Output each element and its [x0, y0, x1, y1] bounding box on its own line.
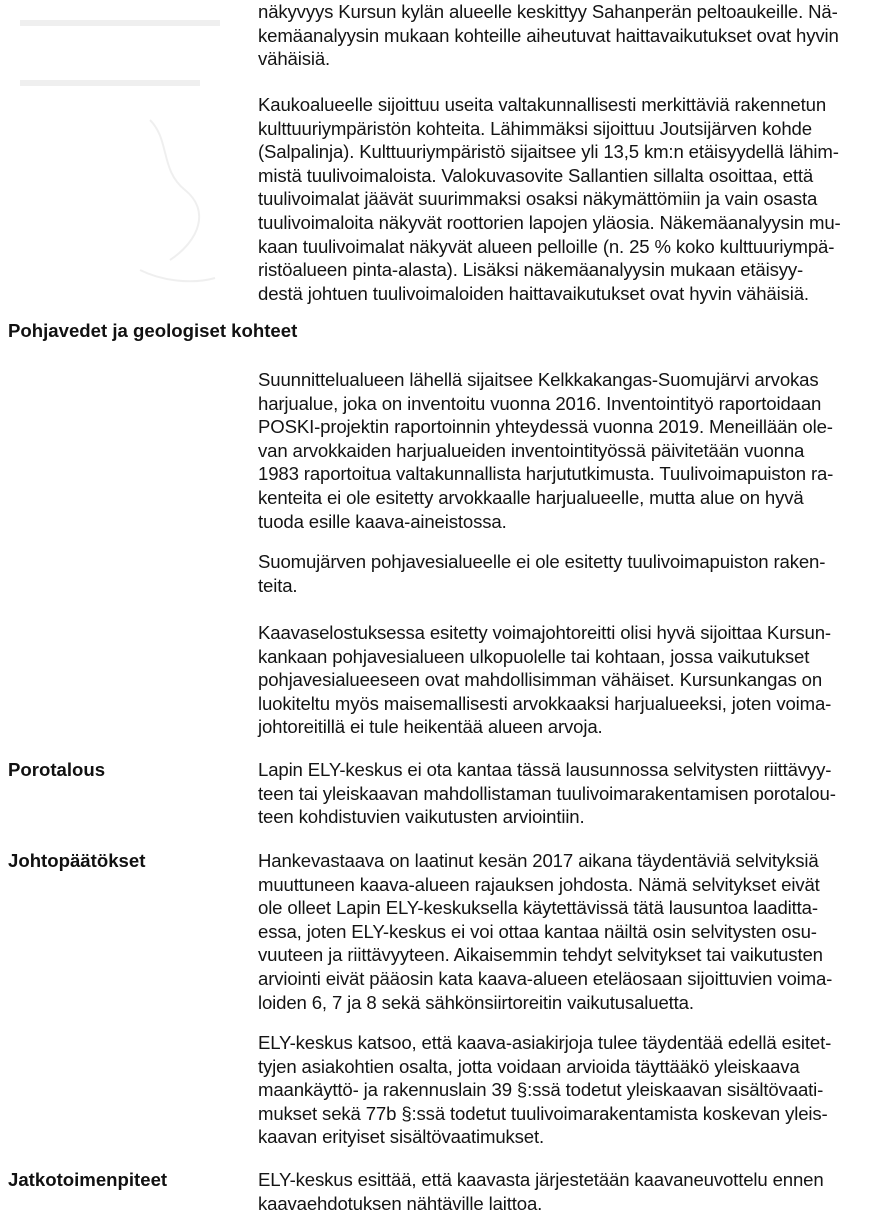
text-line: kaan tuulivoimalat näkyvät alueen pelloille (n. 25 % koko kulttuuriympä-: [258, 235, 835, 257]
section-heading-porotalous: Porotalous: [8, 759, 106, 780]
text-line: teen kohdistuvien vaikutusten arviointiin.: [258, 806, 585, 828]
bleed-through-background: [0, 0, 230, 320]
text-line: kulttuuriympäristön kohteita. Lähimmäksi sijoittuu Joutsijärven kohde: [258, 117, 812, 139]
text-line: näkyvyys Kursun kylän alueelle keskittyy Sahanperän peltoaukeille. Nä-: [258, 1, 838, 22]
text-line: kenteita ei ole esitetty arvokkaalle harjualueelle, mutta alue on hyvä: [258, 486, 804, 508]
text-line: tyjen asiakohtien osalta, jotta voidaan arvioida täyttääkö yleiskaava: [258, 1055, 800, 1077]
section-heading-jatkotoimenpiteet: Jatkotoimenpiteet: [8, 1169, 168, 1190]
text-line: kankaan pohjavesialueen ulkopuolelle tai kohtaan, jossa vaikutukset: [258, 645, 810, 667]
text-line: vuuteen ja riittävyyteen. Aikaisemmin tehdyt selvitykset tai vaikutusten: [258, 944, 823, 966]
body-paragraph: [258, 93, 878, 305]
text-line: (Salpalinja). Kulttuuriympäristö sijaitsee yli 13,5 km:n etäisyydellä lähim-: [258, 141, 839, 163]
text-line: teen tai yleiskaavan mahdollistaman tuulivoimarakentamisen porotalou-: [258, 782, 836, 804]
body-paragraph: [258, 0, 878, 71]
text-line: harjualue, joka on inventoitu vuonna 2016. Inventointityö raportoidaan: [258, 392, 822, 414]
text-line: ole olleet Lapin ELY-keskuksella käytettävissä tätä lausuntoa laaditta-: [258, 897, 818, 919]
text-line: ristöalueen pinta-alasta). Lisäksi näkemäanalyysin mukaan etäisyy-: [258, 259, 804, 281]
body-paragraph: [258, 849, 878, 1014]
text-line: POSKI-projektin raportoinnin yhteydessä vuonna 2019. Meneillään ole-: [258, 416, 833, 438]
text-line: luokiteltu myös maisemallisesti arvokkaaksi harjualueeksi, joten voima-: [258, 692, 832, 714]
body-paragraph: [258, 621, 878, 739]
body-paragraph: [258, 758, 878, 829]
body-paragraph: [258, 368, 878, 533]
body-paragraph: [258, 550, 878, 597]
section-heading-pohjavedet: Pohjavedet ja geologiset kohteet: [8, 320, 298, 341]
text-line: pohjavesialueeseen ovat mahdollisimman vähäiset. Kursunkangas on: [258, 669, 823, 691]
section-heading-johtopaatokset: Johtopäätökset: [8, 850, 146, 871]
text-line: mistä tuulivoimaloista. Valokuvasovite Sallantien sillalta osoittaa, että: [258, 164, 814, 186]
text-line: Kaukoalueelle sijoittuu useita valtakunnallisesti merkittäviä rakennetun: [258, 94, 827, 115]
text-line: johtoreitillä ei tule heikentää alueen arvoja.: [258, 716, 603, 738]
text-line: tuoda esille kaava-aineistossa.: [258, 510, 507, 532]
text-line: vähäisiä.: [258, 48, 331, 70]
text-line: Suomujärven pohjavesialueelle ei ole esitetty tuulivoimapuiston raken-: [258, 551, 826, 572]
text-line: essa, joten ELY-keskus ei voi ottaa kantaa näiltä osin selvitysten osu-: [258, 920, 817, 942]
text-line: arviointi eivät pääosin kata kaava-alueen eteläosaan sijoittuvien voima-: [258, 967, 833, 989]
text-line: kaavan erityiset sisältövaatimukset.: [258, 1126, 545, 1148]
text-line: tuulivoimalat jäävät suurimmaksi osaksi näkymättömiin ja vain osasta: [258, 188, 818, 210]
text-line: kemäanalyysin mukaan kohteille aiheutuvat haittavaikutukset ovat hyvin: [258, 24, 839, 46]
text-line: destä johtuen tuulivoimaloiden haittavaikutukset ovat hyvin vähäisiä.: [258, 282, 809, 304]
text-line: tuulivoimaloita näkyvät roottorien lapojen yläosia. Näkemäanalyysin mu-: [258, 211, 841, 233]
text-line: teita.: [258, 574, 298, 596]
text-line: ELY-keskus esittää, että kaavasta järjestetään kaavaneuvottelu ennen: [258, 1169, 824, 1190]
text-line: kaavaehdotuksen nähtäville laittoa.: [258, 1192, 543, 1214]
text-line: Hankevastaava on laatinut kesän 2017 aikana täydentäviä selvityksiä: [258, 850, 819, 871]
text-line: Kaavaselostuksessa esitetty voimajohtoreitti olisi hyvä sijoittaa Kursun-: [258, 622, 831, 643]
text-line: loiden 6, 7 ja 8 sekä sähkönsiirtoreitin vaikutusaluetta.: [258, 991, 694, 1013]
text-line: Lapin ELY-keskus ei ota kantaa tässä lausunnossa selvitysten riittävyy-: [258, 759, 832, 780]
text-line: muuttuneen kaava-alueen rajauksen johdosta. Nämä selvitykset eivät: [258, 873, 820, 895]
text-line: Suunnittelualueen lähellä sijaitsee Kelkkakangas-Suomujärvi arvokas: [258, 369, 819, 390]
text-line: 1983 raportoitua valtakunnallista harjututkimusta. Tuulivoimapuiston ra-: [258, 463, 834, 485]
text-line: maankäyttö- ja rakennuslain 39 §:ssä todetut yleiskaavan sisältövaati-: [258, 1079, 824, 1101]
body-paragraph: [258, 1031, 878, 1149]
body-paragraph: [258, 1168, 878, 1215]
text-line: ELY-keskus katsoo, että kaava-asiakirjoja tulee täydentää edellä esitet-: [258, 1032, 832, 1053]
text-line: van arvokkaiden harjualueiden inventointityössä päivitetään vuonna: [258, 439, 805, 461]
text-line: mukset sekä 77b §:ssä todetut tuulivoimarakentamista koskevan yleis-: [258, 1102, 828, 1124]
